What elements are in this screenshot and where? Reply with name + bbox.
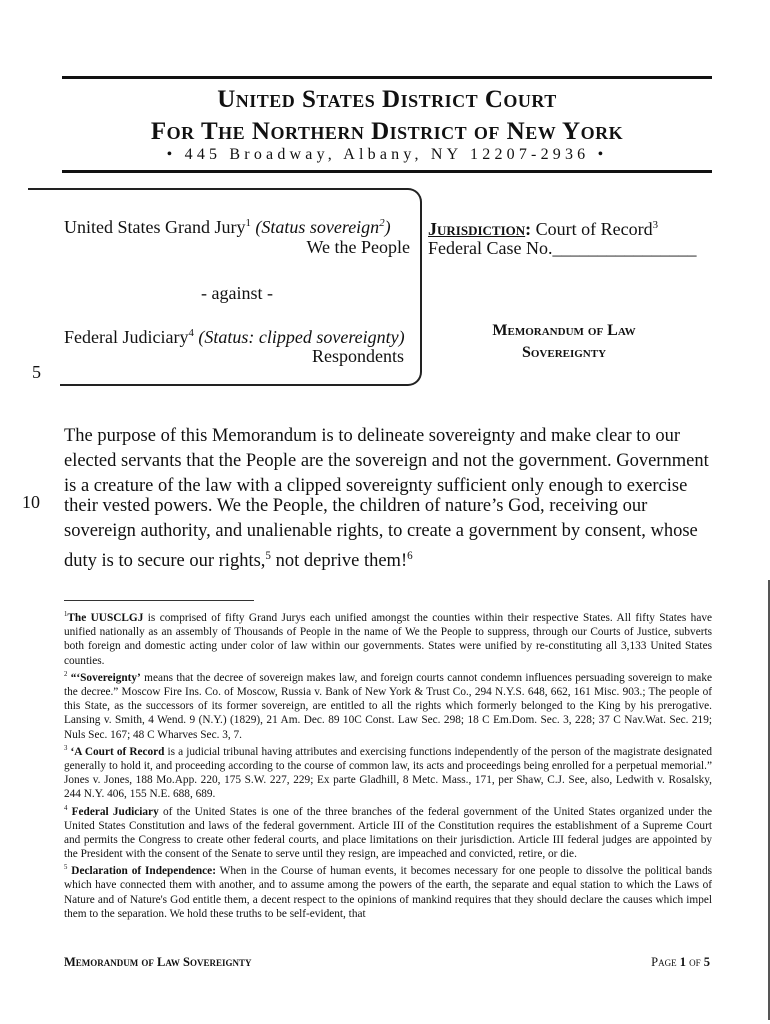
body-line-6 xyxy=(64,544,714,574)
footnote-4-text: of the United States is one of the three branches of the federal government of the United States organized under the United States Constitution and laws of the federal government. Article III of the Constitution requires the establishment of a Supreme Court and permits the Congress to create other federal courts, and place limitations on their jurisdiction. Article III federal judges are appointed by the President with the consent of the Senate to serve until they resign, are impeached and convicted, retire, or die. xyxy=(64,805,712,861)
petitioner-role: We the People xyxy=(306,237,410,257)
header-bottom-rule xyxy=(62,170,712,173)
footnote-1-lead: The UUSCLGJ xyxy=(67,611,144,624)
court-title-line1: United States District Court xyxy=(217,86,557,113)
respondent-status: (Status: clipped sovereignty) xyxy=(198,327,405,347)
footnote-1-text: is comprised of fifty Grand Jurys each unified amongst the counties within their respective States. All fifty States have unified nationally as an assembly of Thousands of People in the name of We the People to suppress, through our Courts of Justice, subverts both foreign and domestic acting under color of law within our governments. States were unified by re-constituting all 3,133 United States counties. xyxy=(64,611,712,667)
line-number-10: 10 xyxy=(22,492,40,512)
footnote-2 xyxy=(64,668,712,742)
footnote-5 xyxy=(64,861,712,921)
petitioner-line xyxy=(64,212,391,238)
body-line-3: is a creature of the law with a clipped sovereignty sufficient only enough to exercise xyxy=(64,476,688,496)
body-line-6-mid: not deprive them! xyxy=(270,551,408,572)
footnote-4-lead: Federal Judiciary xyxy=(67,805,159,818)
petitioner-status-close: ) xyxy=(384,217,391,237)
petitioner-name: United States Grand Jury xyxy=(64,217,246,237)
case-number: Federal Case No.________________ xyxy=(428,238,697,258)
line-number-5: 5 xyxy=(32,362,41,382)
header-top-rule xyxy=(62,76,712,79)
footnote-3-lead: ‘A Court of Record xyxy=(67,745,165,758)
footnote-5-text: When in the Course of human events, it becomes necessary for one people to dissolve the political bands which have connected them with another, and to assume among the powers of the earth, the separate and equal station to which the Laws of Nature and of Nature's God entitle them, a decent respect to the opinions of mankind requires that they should declare the causes which impel them to the separation. We hold these truths to be self-evident, that xyxy=(64,865,712,920)
page-total: 5 xyxy=(703,955,710,969)
footnote-5-num: 5 xyxy=(64,864,68,872)
jurisdiction-label: Jurisdiction xyxy=(428,219,526,239)
body-line-6-pre: duty is to secure our rights, xyxy=(64,551,266,572)
fn-ref-4: 4 xyxy=(188,327,194,339)
jurisdiction-value: Court of Record xyxy=(535,219,653,239)
memo-title-line2: Sovereignty xyxy=(521,344,607,361)
footnote-3-text: is a judicial tribunal having attributes and exercising functions independently of the person of the magistrate designated generally to hold it, and proceeding according to the course of common law, its acts and proceedings being enrolled for a perpetual memorial.” Jones v. Jones, 188 Mo.App. 220, 175 S.W. 227, 229; Ex parte Gladhill, 8 Metc. Mass., 171, per Shaw, C.J. See, also, Ledwith v. Rosalsky, 244 N.Y. 406, 155 N.E. 688, 689. xyxy=(64,745,712,801)
footnote-1 xyxy=(64,608,712,668)
footnotes xyxy=(64,608,712,921)
court-address: • 445 Broadway, Albany, NY 12207-2936 • xyxy=(166,146,608,163)
footnote-2-text: means that the decree of sovereign makes law, and foreign courts cannot condemn influences persuading sovereign to make the decree.” Moscow Fire Ins. Co. of Moscow, Russia v. Bank of New York & Trust Co., 294 N.Y.S. 648, 662, 161 Misc. 903.; The people of this State, as the successors of its former sovereign, are entitled to all the rights which formerly belonged to the King by his prerogative. Lansing v. Smith, 4 Wend. 9 (N.Y.) (1829), 21 Am. Dec. 89 10C Const. Law Sec. 298; 18 C Em.Dom. Sec. 3, 228; 37 C Nav.Wat. Sec. 219; Nuls Sec. 167; 48 C Wharves Sec. 3, 7. xyxy=(64,671,712,741)
footnote-2-lead: “‘Sovereignty’ xyxy=(67,671,141,684)
page-of: of xyxy=(685,955,704,969)
respondent-name: Federal Judiciary xyxy=(64,327,189,347)
jurisdiction-colon: : xyxy=(525,219,532,239)
fn-ref-3: 3 xyxy=(652,219,659,231)
page-number xyxy=(651,955,710,970)
footnote-3 xyxy=(64,742,712,802)
court-title-line2: For The Northern District of New York xyxy=(150,118,624,145)
body-line-1: The purpose of this Memorandum is to delineate sovereignty and make clear to our xyxy=(64,426,680,446)
footnote-2-num: 2 xyxy=(64,670,68,678)
footnote-4 xyxy=(64,802,712,862)
page-label: Page xyxy=(651,955,680,969)
footnote-rule xyxy=(64,600,254,601)
footnote-5-lead: Declaration of Independence: xyxy=(67,865,216,878)
petitioner-status: (Status sovereign xyxy=(255,217,380,237)
fn-ref-1: 1 xyxy=(245,217,251,229)
footnote-4-num: 4 xyxy=(64,804,68,812)
body-line-5: sovereign authority, and unalienable rights, to create a government by consent, whose xyxy=(64,521,698,541)
footnote-3-num: 3 xyxy=(64,744,68,752)
against-label: - against - xyxy=(201,283,273,303)
footer-document-title: Memorandum of Law Sovereignty xyxy=(64,955,252,969)
body-line-2: elected servants that the People are the sovereign and not the government. Government xyxy=(64,451,709,471)
footnote-1-num: 1 xyxy=(64,611,68,618)
fn-ref-6: 6 xyxy=(407,550,413,562)
page-current: 1 xyxy=(679,955,686,969)
fn-ref-5: 5 xyxy=(265,550,271,562)
fn-ref-2: 2 xyxy=(379,217,385,229)
body-line-4: their vested powers. We the People, the children of nature’s God, receiving our xyxy=(64,496,648,516)
memo-title-line1: Memorandum of Law xyxy=(492,322,636,339)
respondent-role: Respondents xyxy=(312,346,404,366)
